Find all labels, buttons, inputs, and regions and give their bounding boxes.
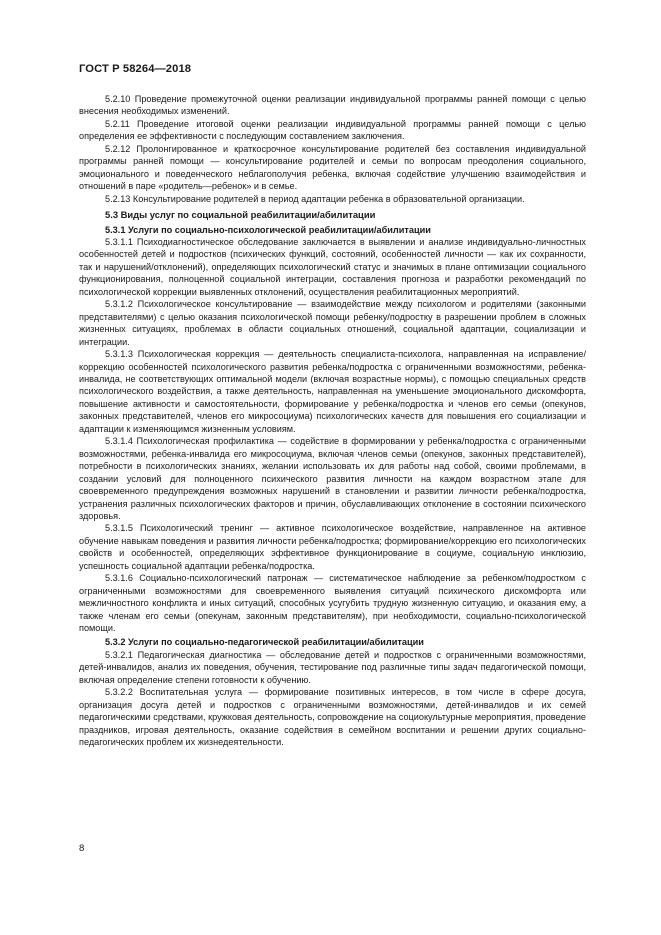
paragraph-5-3-1-1: 5.3.1.1 Психодиагностическое обследование заключается в выявлении и анализе индивидуально-личностных особенностей детей и подростков (психических функций, состояний, особенностей личности — как их сохранности, так и нарушений/отклонений), определяющих психологический статус и значимых в плане оптимизации социального функционирования, полноценной социальной интеграции, составления прогноза и разработки рекомендаций по психологической коррекции выявленных отклонений, осуществления реабилитационных мероприятий. (79, 236, 586, 297)
page-number: 8 (79, 843, 85, 854)
paragraph-5-3-2-1: 5.3.2.1 Педагогическая диагностика — обследование детей и подростков с ограниченными возможностями, детей-инвалидов, анализ их поведения, обучения, тестирование под различные типы задач педагогической помощи, включая определение степени готовности к обучению. (79, 649, 586, 685)
paragraph-5-3-1-2: 5.3.1.2 Психологическое консультирование — взаимодействие между психологом и родителями (законными представителями) с целью оказания психологической помощи ребенку/подростку в разрешении проблем в сложных жизненных ситуациях, проблемах в области социальных отношений, социальной адаптации, социализации и интеграции. (79, 299, 586, 347)
paragraph-5-3-1-4: 5.3.1.4 Психологическая профилактика — содействие в формировании у ребенка/подростка с ограниченными возможностями, ребенка-инвалида его микросоциума, включая членов семьи (опекунов, законных представителей), потребности в психологических знаниях, желании использовать их для работы над собой, своими проблемами, в создании условий для полноценного психического развития личности на каждом возрастном этапе для своевременного предупреждения возможных нарушений в становлении и развитии личности ребенка/подростка, устранения различных психологических факторов и причин, обуславливающих отклонение в состоянии психического здоровья. (79, 436, 586, 521)
paragraph-5-2-13: 5.2.13 Консультирование родителей в период адаптации ребенка в образовательной организации. (105, 193, 525, 204)
subsection-heading-5-3-1: 5.3.1 Услуги по социально-психологической реабилитации/абилитации (105, 224, 431, 235)
paragraph-5-3-1-5: 5.3.1.5 Психологический тренинг — активное психологическое воздействие, направленное на активное обучение навыкам поведения и развития личности ребенка/подростка; формирование/коррекцию его психологических свойств и особенностей, определяющих эффективное функционирование в социуме, социальную инклюзию, успешность социальной адаптации ребенка/подростка. (79, 523, 586, 571)
paragraph-5-2-10: 5.2.10 Проведение промежуточной оценки реализации индивидуальной программы ранней помощи с целью внесения необходимых изменений. (79, 94, 586, 117)
paragraph-5-3-2-2: 5.3.2.2 Воспитательная услуга — формирование позитивных интересов, в том числе в сфере досуга, организация досуга детей и подростков с ограниченными возможностями, детей-инвалидов и их семей педагогическими средствами, кружковая деятельность, сопровождение на социокультурные мероприятия, проведение праздников, игровая деятельность, оказание содействия в семейном воспитании и решении других социально-педагогических проблем их жизнедеятельности. (79, 687, 586, 748)
paragraph-5-3-1-6: 5.3.1.6 Социально-психологический патронаж — систематическое наблюдение за ребенком/подростком с ограниченными возможностями для своевременного выявления ситуаций психического дискомфорта или межличностного конфликта и иных ситуаций, способных усугубить трудную жизненную ситуацию, и оказания ему, а также членам его семьи (опекунам, законным представителям), при необходимости, социально-психологической помощи. (79, 573, 586, 634)
section-heading-5-3: 5.3 Виды услуг по социальной реабилитации/абилитации (105, 209, 376, 221)
document-header: ГОСТ Р 58264—2018 (79, 63, 192, 75)
subsection-heading-5-3-2: 5.3.2 Услуги по социально-педагогической реабилитации/абилитации (105, 637, 424, 648)
paragraph-5-2-12: 5.2.12 Пролонгированное и краткосрочное консультирование родителей без составления индивидуальной программы ранней помощи — консультирование родителей и семьи по вопросам преодоления социального, эмоционального и поведенческого неблагополучия ребенка, включая содействие улучшению взаимодействия и отношений в паре «родитель—ребенок» и в семье. (79, 143, 586, 192)
paragraph-5-2-11: 5.2.11 Проведение итоговой оценки реализации индивидуальной программы ранней помощи с целью определения ее эффективности с последующим составлением заключения. (79, 118, 586, 142)
document-body (79, 93, 586, 749)
paragraph-5-3-1-3: 5.3.1.3 Психологическая коррекция — деятельность специалиста-психолога, направленная на исправление/коррекцию особенностей психологического развития ребенка/подростка с ограниченными возможностями, ребенка-инвалида, не соответствующих оптимальной модели (включая возрастные нормы), с помощью специальных средств психологического воздействия, а также деятельность, направленная на уменьшение эмоционального дискомфорта, повышение активности и самостоятельности, формирование у ребенка/подростка и членов его семьи (опекунов, законных представителей, членов его микросоциума) психологических качеств для повышения его социализации и адаптации к изменяющимся жизненным условиям. (79, 349, 586, 434)
